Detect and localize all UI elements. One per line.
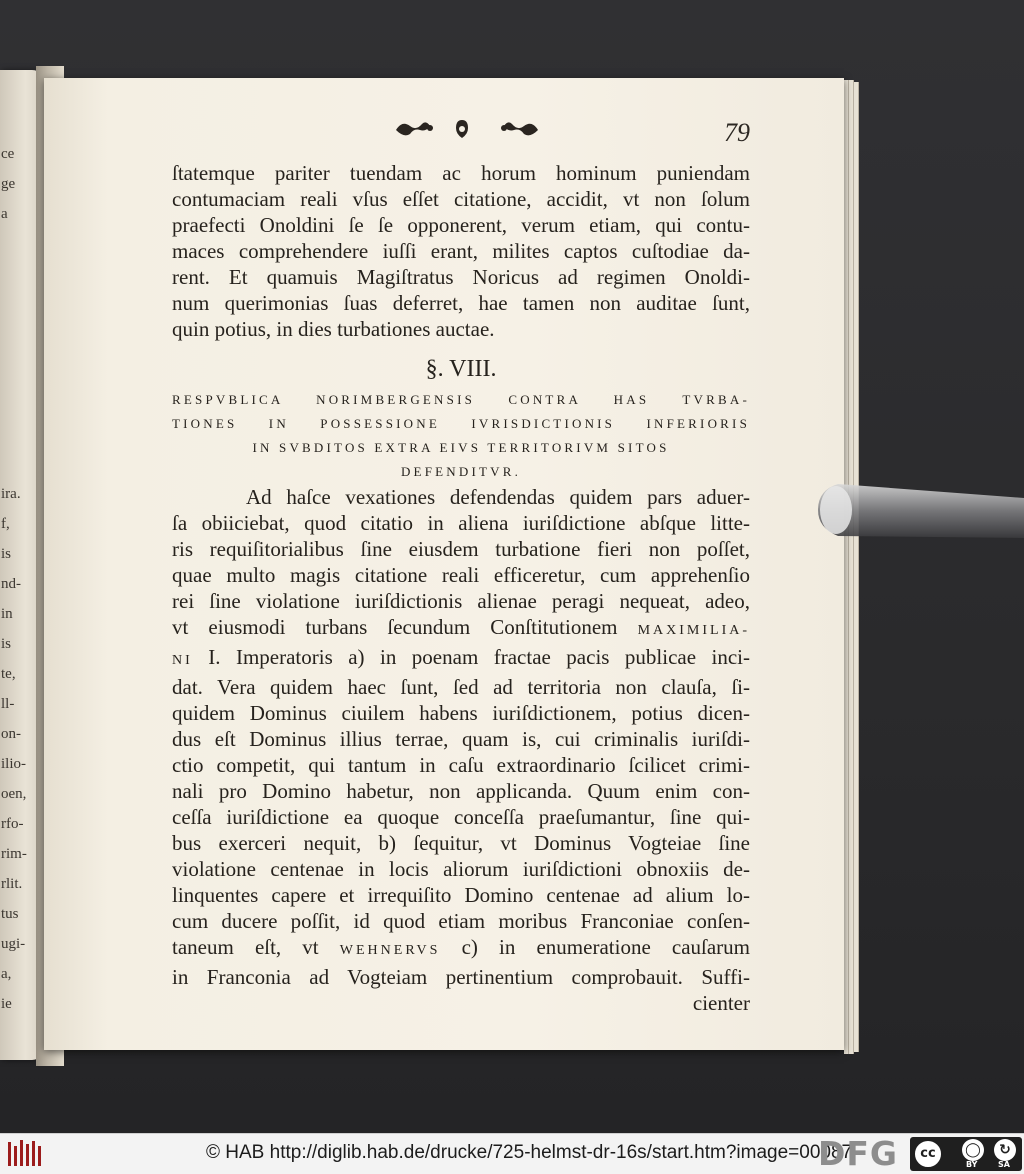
smallcaps-name: NI — [172, 653, 193, 668]
text-line: ceſſa iuriſdictione ea quoque conceſſa praeſumantur, ſine qui- — [172, 805, 750, 829]
text-line: in Franconia ad Vogteiam pertinentium comprobauit. Suffi- — [172, 965, 750, 989]
cc-icon: cc — [913, 1139, 943, 1169]
section-heading — [172, 388, 750, 484]
text-line: Ad haſce vexationes defendendas quidem pars aduer- — [246, 485, 750, 509]
text-line: num querimonias ſuas deferret, hae tamen non auditae ſunt, — [172, 291, 750, 315]
text-line: contumaciam reali vſus eſſet citatione, accidit, vt non ſolum — [172, 187, 750, 211]
paragraph-1 — [172, 160, 750, 342]
hab-logo-icon — [6, 1138, 46, 1170]
text-fragment: I. Imperatoris a) in poenam fractae pacis publicae inci- — [208, 645, 751, 669]
left-page-fragment: ll- — [1, 696, 15, 712]
left-page-fragment: is — [1, 546, 12, 562]
page-stack-edge — [854, 82, 859, 1052]
page-number: 79 — [724, 118, 750, 147]
text-line: cum ducere poſſit, id quod etiam moribus Franconiae conſen- — [172, 909, 750, 933]
left-page-fragment: ge — [1, 176, 16, 192]
text-line: rent. Et quamuis Magiſtratus Noricus ad regimen Onoldi- — [172, 265, 750, 289]
text-line: nali pro Domino habetur, non applicanda. Quum enim con- — [172, 779, 750, 803]
text-line — [172, 614, 750, 644]
text-line: linquentes capere et irrequiſito Domino centenae ad alium lo- — [172, 883, 750, 907]
footer-bar — [0, 1133, 1024, 1174]
left-page-fragment: nd- — [1, 576, 21, 592]
text-line: ſtatemque pariter tuendam ac horum hominum puniendam — [172, 161, 750, 185]
sa-share-icon: ↻ — [994, 1139, 1016, 1161]
text-line: dus eſt Dominus illius terrae, quam is, cui criminalis iuriſdi- — [172, 727, 750, 751]
heading-line: TIONES IN POSSESSIONE IVRISDICTIONIS INFERIORIS — [172, 416, 750, 431]
paragraph-2 — [172, 484, 750, 1016]
text-line: quin potius, in dies turbationes auctae. — [172, 317, 495, 341]
sa-label: SA — [998, 1160, 1010, 1169]
catchword: cienter — [692, 991, 750, 1015]
dfg-logo: DFG — [818, 1134, 899, 1173]
left-page-fragment: te, — [1, 666, 16, 682]
text-line: bus exerceri nequit, b) ſequitur, vt Dominus Vogteiae ſine — [172, 831, 750, 855]
left-page-fragment: is — [1, 636, 12, 652]
left-page-fragment: a — [1, 206, 8, 222]
text-line: praefecti Onoldini ſe ſe opponerent, verum etiam, qui contu- — [172, 213, 750, 237]
ornament-icon — [392, 116, 542, 144]
text-line: ſa obiiciebat, quod citatio in aliena iuriſdictione abſque litte- — [172, 511, 750, 535]
text-line: violatione centenae in locis aliorum iuriſdictioni obnoxiis de- — [172, 857, 750, 881]
page-pointer-icon — [812, 476, 1024, 566]
text-line: quae multo magis citatione reali efficeretur, cum apprehenſio — [172, 563, 750, 587]
left-page-fragment: f, — [1, 516, 10, 532]
left-page-fragment: tus — [1, 906, 19, 922]
left-page-fragment: rim- — [1, 846, 27, 862]
left-page-fragment: ugi- — [1, 936, 26, 952]
by-person-icon: ◯ — [962, 1139, 984, 1161]
text-line: maces comprehendere iuſſi erant, milites captos cuſtodiae da- — [172, 239, 750, 263]
left-page-fragment: on- — [1, 726, 21, 742]
text-line: rei ſine violatione iuriſdictionis alienae peragi nequeat, adeo, — [172, 589, 750, 613]
text-line: ctio competit, qui tantum in caſu extraordinario ſcilicet crimi- — [172, 753, 750, 777]
left-page-fragment: ilio- — [1, 756, 26, 772]
left-page-fragment: oen, — [1, 786, 27, 802]
left-page-fragment: ie — [1, 996, 12, 1012]
text-fragment: vt eiusmodi turbans ſecundum Conſtitutionem — [172, 615, 618, 639]
by-label: BY — [966, 1160, 978, 1169]
cc-license-badge[interactable] — [910, 1137, 1022, 1171]
section-title: §. VIII. — [425, 356, 497, 382]
smallcaps-name: MAXIMILIA- — [637, 623, 751, 638]
text-line: ris requiſitorialibus ſine eiusdem turbatione fieri non poſſet, — [172, 537, 750, 561]
heading-line: IN SVBDITOS EXTRA EIVS TERRITORIVM SITOS — [252, 440, 670, 455]
source-url-link[interactable]: © HAB http://diglib.hab.de/drucke/725-helmst-dr-16s/start.htm?image=00087 — [206, 1142, 853, 1163]
heading-line: RESPVBLICA NORIMBERGENSIS CONTRA HAS TVRBA- — [172, 392, 750, 407]
heading-line: DEFENDITVR. — [400, 464, 522, 479]
text-line — [172, 934, 750, 964]
left-page-fragment: rfo- — [1, 816, 24, 832]
left-page-fragment: ira. — [1, 486, 21, 502]
left-page-fragment: rlit. — [1, 876, 23, 892]
left-page-fragment: a, — [1, 966, 12, 982]
text-line — [172, 644, 750, 674]
text-fragment: c) in enumeratione cauſarum — [461, 935, 751, 959]
text-fragment: taneum eſt, vt — [172, 935, 319, 959]
text-line: quidem Dominus ciuilem habens iuriſdictionem, potius dicen- — [172, 701, 750, 725]
smallcaps-name: WEHNERVS — [339, 943, 441, 958]
left-page-fragment: in — [1, 606, 13, 622]
text-line: dat. Vera quidem haec ſunt, ſed ad territoria non clauſa, ſi- — [172, 675, 750, 699]
left-page-fragment: ce — [1, 146, 15, 162]
